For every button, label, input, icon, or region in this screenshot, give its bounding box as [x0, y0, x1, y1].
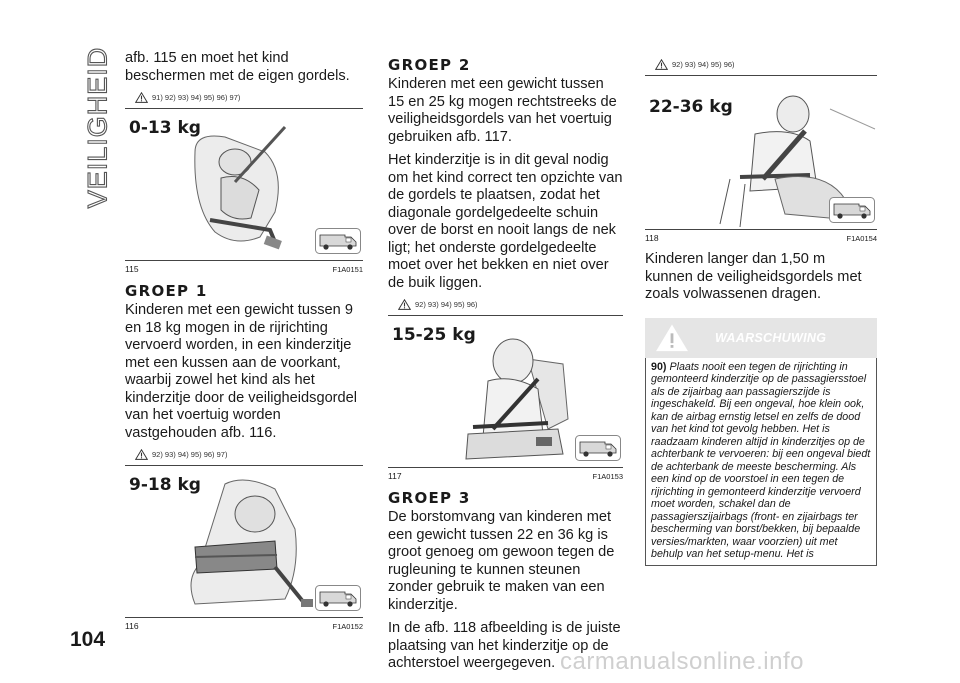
group-3-text-2: In de afb. 118 afbeelding is de juiste plaatsing van het kinderzitje op de achterstoel weergegeven.	[388, 620, 621, 671]
warning-header	[645, 318, 877, 358]
figure-number: 115	[125, 264, 139, 274]
figure-117	[388, 319, 623, 467]
warning-triangle-icon	[655, 59, 668, 70]
van-icon	[315, 585, 361, 611]
figure-caption	[388, 467, 623, 481]
warning-references: 91) 92) 93) 94) 95) 96) 97)	[135, 91, 363, 104]
van-icon	[315, 228, 361, 254]
column-3	[645, 50, 877, 566]
warning-triangle-icon	[135, 449, 148, 460]
group-1-text: Kinderen met een gewicht tussen 9 en 18 kg mogen in de rijrichting vervoerd worden, in een kinderzitje met een kussen aan de voorkant, waarbij zowel het kind als het kinderzitje door de veiligheidsgordel van het voertuig worden vastgehouden afb. 116.	[125, 302, 358, 441]
weight-label: 0-13 kg	[129, 118, 201, 138]
column-2	[388, 50, 623, 679]
weight-label: 22-36 kg	[649, 97, 733, 117]
group-3-heading: GROEP 3	[388, 489, 471, 507]
group-1-heading: GROEP 1	[125, 282, 208, 300]
figure-code: F1A0153	[592, 472, 623, 481]
group-2-text-2: Het kinderzitje is in dit geval nodig om het kind correct ten opzichte van de gordels te plaatsen, zodat het diagonale gordelgedeelte schuin over de borst en nooit langs de nek ligt; het onderste gordelgedeelte moet over het bekken en niet over de buik liggen.	[388, 152, 623, 291]
page-number: 104	[70, 628, 106, 651]
warning-triangle-icon	[135, 92, 148, 103]
group-2-text-1: Kinderen met een gewicht tussen 15 en 25 kg mogen rechtstreeks de veiligheidsgordels van het voertuig gebruiken afb. 117.	[388, 76, 617, 145]
watermark: carmanualsonline.info	[560, 648, 804, 675]
figure-code: F1A0154	[846, 234, 877, 243]
figure-caption	[645, 229, 877, 243]
section-title: VEILIGHEID	[82, 46, 113, 208]
warning-number: 90)	[651, 360, 667, 373]
warning-references: 92) 93) 94) 95) 96)	[655, 58, 877, 71]
figure-code: F1A0151	[332, 265, 363, 274]
figure-caption	[125, 617, 363, 631]
warning-triangle-icon	[398, 299, 411, 310]
figure-number: 117	[388, 471, 402, 481]
figure-116	[125, 469, 363, 617]
warning-references: 92) 93) 94) 95) 96) 97)	[135, 448, 363, 461]
warning-title: WAARSCHUWING	[715, 330, 827, 345]
figure-number: 116	[125, 621, 139, 631]
van-icon	[829, 197, 875, 223]
van-icon	[575, 435, 621, 461]
warning-references: 92) 93) 94) 95) 96)	[398, 298, 623, 311]
figure-caption	[125, 260, 363, 274]
column-1	[125, 50, 363, 639]
figure-number: 118	[645, 233, 659, 243]
warning-box	[645, 318, 877, 566]
figure-code: F1A0152	[332, 622, 363, 631]
intro-paragraph: afb. 115 en moet het kind beschermen met de eigen gordels.	[125, 50, 350, 84]
weight-label: 15-25 kg	[392, 325, 476, 345]
warning-text: 90) Plaats nooit een tegen de rijrichting in gemonteerd kinderzitje op de passagiersstoel als de zijairbag aan passagierszijde is ingeschakeld. Bij een ongeval, hoe klein ook, kan de airbag ernstig letsel en zelfs de dood van het kind tot gevolg hebben. Het is raadzaam kinderen altijd in kinderzitjes op de achterbank te vervoeren: bij een ongeval biedt de achterbank de meeste bescherming. Als een kind op de voorstoel in een tegen de rijrichting in gemonteerd kinderzitje vervoerd moet worden, schakel dan de passagierszijairbags (front- en zijairbags ter bescherming van borst/bekken, bij bepaalde versies/markten, waar voorzien) uit met behulp van het setup-menu. Het is	[645, 358, 877, 566]
warning-triangle-icon	[655, 324, 689, 352]
group-3-text-1: De borstomvang van kinderen met een gewicht tussen 22 en 36 kg is groot genoeg om gewoon tegen de rugleuning te kunnen steunen zonder gebruik te maken van een kinderzitje.	[388, 509, 615, 613]
weight-label: 9-18 kg	[129, 475, 201, 495]
figure-115	[125, 112, 363, 260]
figure-118	[645, 79, 877, 229]
group-2-heading: GROEP 2	[388, 56, 471, 74]
adult-belt-text: Kinderen langer dan 1,50 m kunnen de veiligheidsgordels met zoals volwassenen dragen.	[645, 251, 862, 302]
